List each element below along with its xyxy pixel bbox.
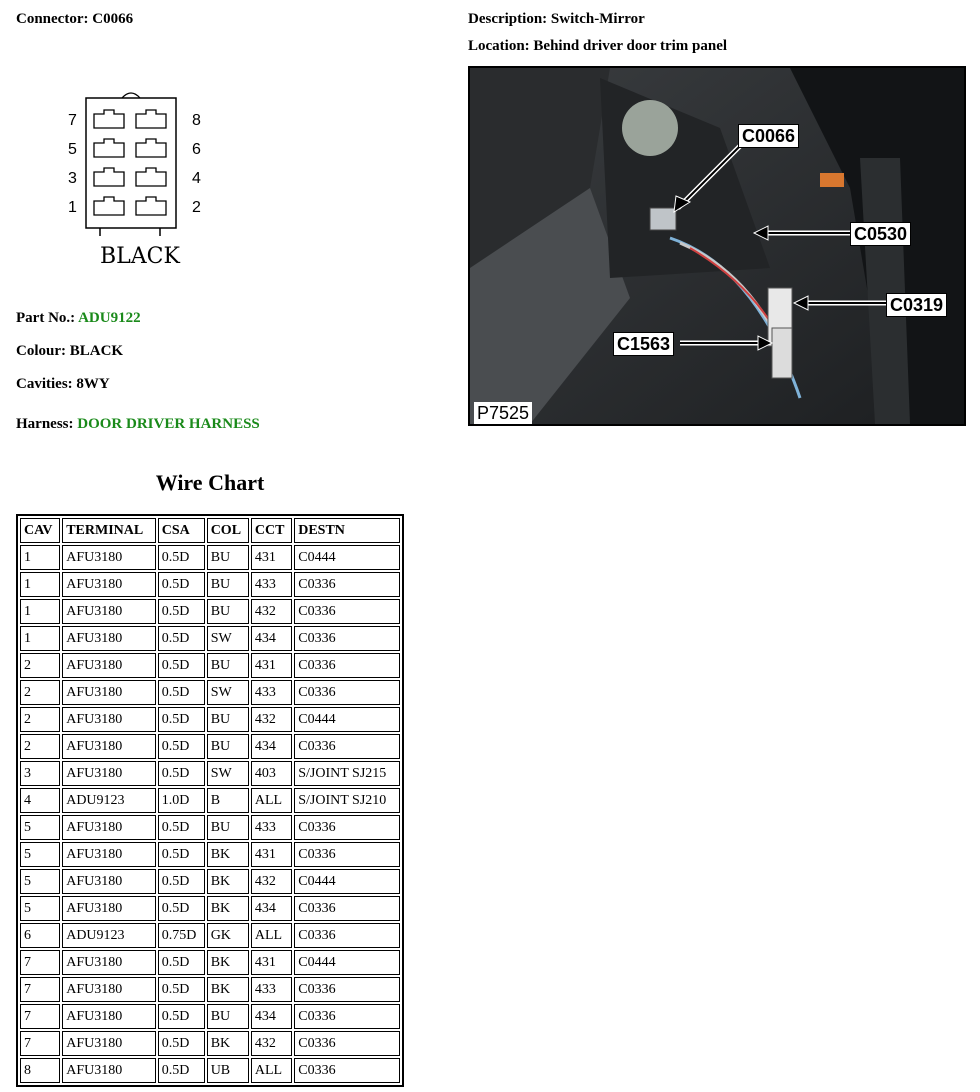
table-row — [20, 680, 400, 705]
table-cell: 0.5D — [158, 599, 205, 624]
table-cell: 0.5D — [158, 734, 205, 759]
table-cell: 1.0D — [158, 788, 205, 813]
table-cell: 432 — [251, 1031, 292, 1056]
table-cell: C0336 — [294, 896, 400, 921]
table-cell: C0336 — [294, 599, 400, 624]
table-cell: ALL — [251, 788, 292, 813]
table-cell: 5 — [20, 896, 60, 921]
table-cell: 7 — [20, 1031, 60, 1056]
table-cell: 431 — [251, 950, 292, 975]
table-cell: SW — [207, 680, 249, 705]
table-cell: C0336 — [294, 977, 400, 1002]
column-header: COL — [207, 518, 249, 543]
harness-label: Harness: — [16, 416, 74, 432]
callout-c0530: C0530 — [850, 222, 911, 246]
table-cell: AFU3180 — [62, 653, 156, 678]
table-cell: 1 — [20, 572, 60, 597]
table-cell: C0336 — [294, 923, 400, 948]
table-cell: 432 — [251, 869, 292, 894]
table-cell: C0444 — [294, 707, 400, 732]
table-cell: 2 — [20, 680, 60, 705]
location-photo — [468, 66, 966, 426]
table-cell: AFU3180 — [62, 545, 156, 570]
connector-color-label: BLACK — [100, 244, 180, 269]
table-cell: 7 — [20, 977, 60, 1002]
table-row — [20, 734, 400, 759]
wire-chart-title: Wire Chart — [155, 470, 265, 495]
table-cell: 4 — [20, 788, 60, 813]
table-cell: BU — [207, 572, 249, 597]
table-cell: 1 — [20, 599, 60, 624]
table-cell: C0336 — [294, 815, 400, 840]
table-cell: C0336 — [294, 1058, 400, 1083]
table-header-row — [20, 518, 400, 543]
cavities-value: 8WY — [76, 376, 110, 392]
table-cell: B — [207, 788, 249, 813]
wire-chart-body — [20, 545, 400, 1083]
colour-value: BLACK — [69, 343, 124, 359]
table-cell: S/JOINT SJ210 — [294, 788, 400, 813]
table-cell: AFU3180 — [62, 680, 156, 705]
table-cell: 433 — [251, 680, 292, 705]
table-cell: AFU3180 — [62, 1058, 156, 1083]
location-value: Behind driver door trim panel — [533, 38, 728, 54]
table-row — [20, 977, 400, 1002]
description-line — [468, 11, 645, 28]
table-cell: AFU3180 — [62, 842, 156, 867]
table-cell: S/JOINT SJ215 — [294, 761, 400, 786]
cavities-label: Cavities: — [16, 376, 73, 392]
connector-line — [16, 11, 133, 28]
table-row — [20, 950, 400, 975]
table-cell: C0444 — [294, 869, 400, 894]
table-row — [20, 599, 400, 624]
table-cell: 1 — [20, 545, 60, 570]
pin-number-5: 5 — [68, 141, 77, 158]
table-cell: 6 — [20, 923, 60, 948]
table-cell: AFU3180 — [62, 734, 156, 759]
table-cell: BU — [207, 599, 249, 624]
table-cell: ALL — [251, 923, 292, 948]
table-cell: 431 — [251, 545, 292, 570]
table-cell: BK — [207, 1031, 249, 1056]
table-cell: BK — [207, 977, 249, 1002]
part-number-link[interactable]: ADU9122 — [78, 310, 141, 326]
callout-c0319: C0319 — [886, 293, 947, 317]
table-cell: AFU3180 — [62, 869, 156, 894]
table-cell: 0.75D — [158, 923, 205, 948]
cavities-line — [16, 376, 110, 393]
table-cell: ADU9123 — [62, 788, 156, 813]
table-cell: 433 — [251, 977, 292, 1002]
table-cell: AFU3180 — [62, 1004, 156, 1029]
table-cell: AFU3180 — [62, 761, 156, 786]
location-line — [468, 38, 727, 55]
table-cell: 0.5D — [158, 707, 205, 732]
table-row — [20, 788, 400, 813]
pin-number-7: 7 — [68, 112, 77, 129]
table-cell: AFU3180 — [62, 815, 156, 840]
table-row — [20, 842, 400, 867]
table-cell: 0.5D — [158, 680, 205, 705]
table-cell: 432 — [251, 707, 292, 732]
table-row — [20, 896, 400, 921]
table-cell: C0336 — [294, 842, 400, 867]
table-cell: C0336 — [294, 626, 400, 651]
column-header: CSA — [158, 518, 205, 543]
table-cell: 0.5D — [158, 653, 205, 678]
column-header: DESTN — [294, 518, 400, 543]
table-cell: AFU3180 — [62, 896, 156, 921]
table-cell: 0.5D — [158, 1004, 205, 1029]
pin-number-6: 6 — [192, 141, 201, 158]
table-cell: 8 — [20, 1058, 60, 1083]
table-cell: 2 — [20, 653, 60, 678]
table-row — [20, 572, 400, 597]
table-cell: BK — [207, 950, 249, 975]
column-header: CAV — [20, 518, 60, 543]
table-cell: 434 — [251, 896, 292, 921]
table-cell: C0444 — [294, 545, 400, 570]
table-cell: C0336 — [294, 1004, 400, 1029]
table-cell: 3 — [20, 761, 60, 786]
table-cell: 5 — [20, 842, 60, 867]
table-cell: 434 — [251, 1004, 292, 1029]
table-cell: 432 — [251, 599, 292, 624]
part-label: Part No.: — [16, 310, 76, 326]
table-cell: 0.5D — [158, 761, 205, 786]
table-cell: 431 — [251, 653, 292, 678]
table-cell: BU — [207, 1004, 249, 1029]
table-row — [20, 869, 400, 894]
connector-label: Connector: — [16, 11, 89, 27]
table-cell: AFU3180 — [62, 1031, 156, 1056]
table-cell: BU — [207, 707, 249, 732]
table-row — [20, 1058, 400, 1083]
column-header: CCT — [251, 518, 292, 543]
pin-number-4: 4 — [192, 170, 201, 187]
table-cell: 433 — [251, 572, 292, 597]
table-row — [20, 1031, 400, 1056]
table-row — [20, 815, 400, 840]
table-row — [20, 653, 400, 678]
connector-value: C0066 — [92, 11, 134, 27]
table-cell: 2 — [20, 707, 60, 732]
table-cell: AFU3180 — [62, 977, 156, 1002]
description-label: Description: — [468, 11, 548, 27]
table-cell: 0.5D — [158, 815, 205, 840]
table-cell: 0.5D — [158, 545, 205, 570]
table-cell: 0.5D — [158, 977, 205, 1002]
table-cell: 0.5D — [158, 572, 205, 597]
table-row — [20, 923, 400, 948]
description-value: Switch-Mirror — [550, 11, 645, 27]
photo-illustration — [470, 68, 964, 424]
table-cell: SW — [207, 626, 249, 651]
column-header: TERMINAL — [62, 518, 156, 543]
table-cell: AFU3180 — [62, 626, 156, 651]
table-cell: C0336 — [294, 1031, 400, 1056]
part-number-line — [16, 310, 141, 327]
table-cell: 434 — [251, 734, 292, 759]
table-cell: 2 — [20, 734, 60, 759]
table-cell: 403 — [251, 761, 292, 786]
harness-link[interactable]: DOOR DRIVER HARNESS — [77, 416, 260, 432]
table-cell: 0.5D — [158, 950, 205, 975]
table-cell: 7 — [20, 1004, 60, 1029]
table-cell: 0.5D — [158, 842, 205, 867]
table-cell: BK — [207, 842, 249, 867]
callout-c0066: C0066 — [738, 124, 799, 148]
table-cell: ADU9123 — [62, 923, 156, 948]
photo-reference: P7525 — [474, 402, 532, 424]
table-cell: 0.5D — [158, 869, 205, 894]
harness-line — [16, 416, 260, 433]
table-cell: 1 — [20, 626, 60, 651]
pin-number-8: 8 — [192, 112, 201, 129]
table-cell: 0.5D — [158, 1031, 205, 1056]
table-cell: BU — [207, 815, 249, 840]
table-cell: 434 — [251, 626, 292, 651]
table-cell: ALL — [251, 1058, 292, 1083]
table-cell: BU — [207, 653, 249, 678]
pin-number-1: 1 — [68, 199, 77, 216]
callout-c1563: C1563 — [613, 332, 674, 356]
table-cell: AFU3180 — [62, 707, 156, 732]
colour-line — [16, 343, 123, 360]
table-cell: GK — [207, 923, 249, 948]
pin-number-2: 2 — [192, 199, 201, 216]
table-cell: BU — [207, 734, 249, 759]
table-cell: BK — [207, 896, 249, 921]
table-cell: 0.5D — [158, 626, 205, 651]
table-cell: C0336 — [294, 572, 400, 597]
table-cell: 7 — [20, 950, 60, 975]
table-cell: AFU3180 — [62, 572, 156, 597]
table-cell: 5 — [20, 869, 60, 894]
table-row — [20, 707, 400, 732]
table-row — [20, 761, 400, 786]
table-cell: 431 — [251, 842, 292, 867]
connector-diagram — [60, 88, 220, 278]
table-row — [20, 545, 400, 570]
table-cell: SW — [207, 761, 249, 786]
table-cell: C0336 — [294, 680, 400, 705]
table-cell: 0.5D — [158, 896, 205, 921]
table-cell: C0336 — [294, 734, 400, 759]
table-cell: C0444 — [294, 950, 400, 975]
table-cell: C0336 — [294, 653, 400, 678]
table-cell: 433 — [251, 815, 292, 840]
pin-number-3: 3 — [68, 170, 77, 187]
table-row — [20, 1004, 400, 1029]
table-cell: UB — [207, 1058, 249, 1083]
table-cell: BK — [207, 869, 249, 894]
wire-chart-table — [16, 514, 404, 1087]
colour-label: Colour: — [16, 343, 66, 359]
location-label: Location: — [468, 38, 530, 54]
table-cell: 0.5D — [158, 1058, 205, 1083]
table-cell: 5 — [20, 815, 60, 840]
table-cell: AFU3180 — [62, 599, 156, 624]
table-cell: BU — [207, 545, 249, 570]
table-cell: AFU3180 — [62, 950, 156, 975]
table-row — [20, 626, 400, 651]
